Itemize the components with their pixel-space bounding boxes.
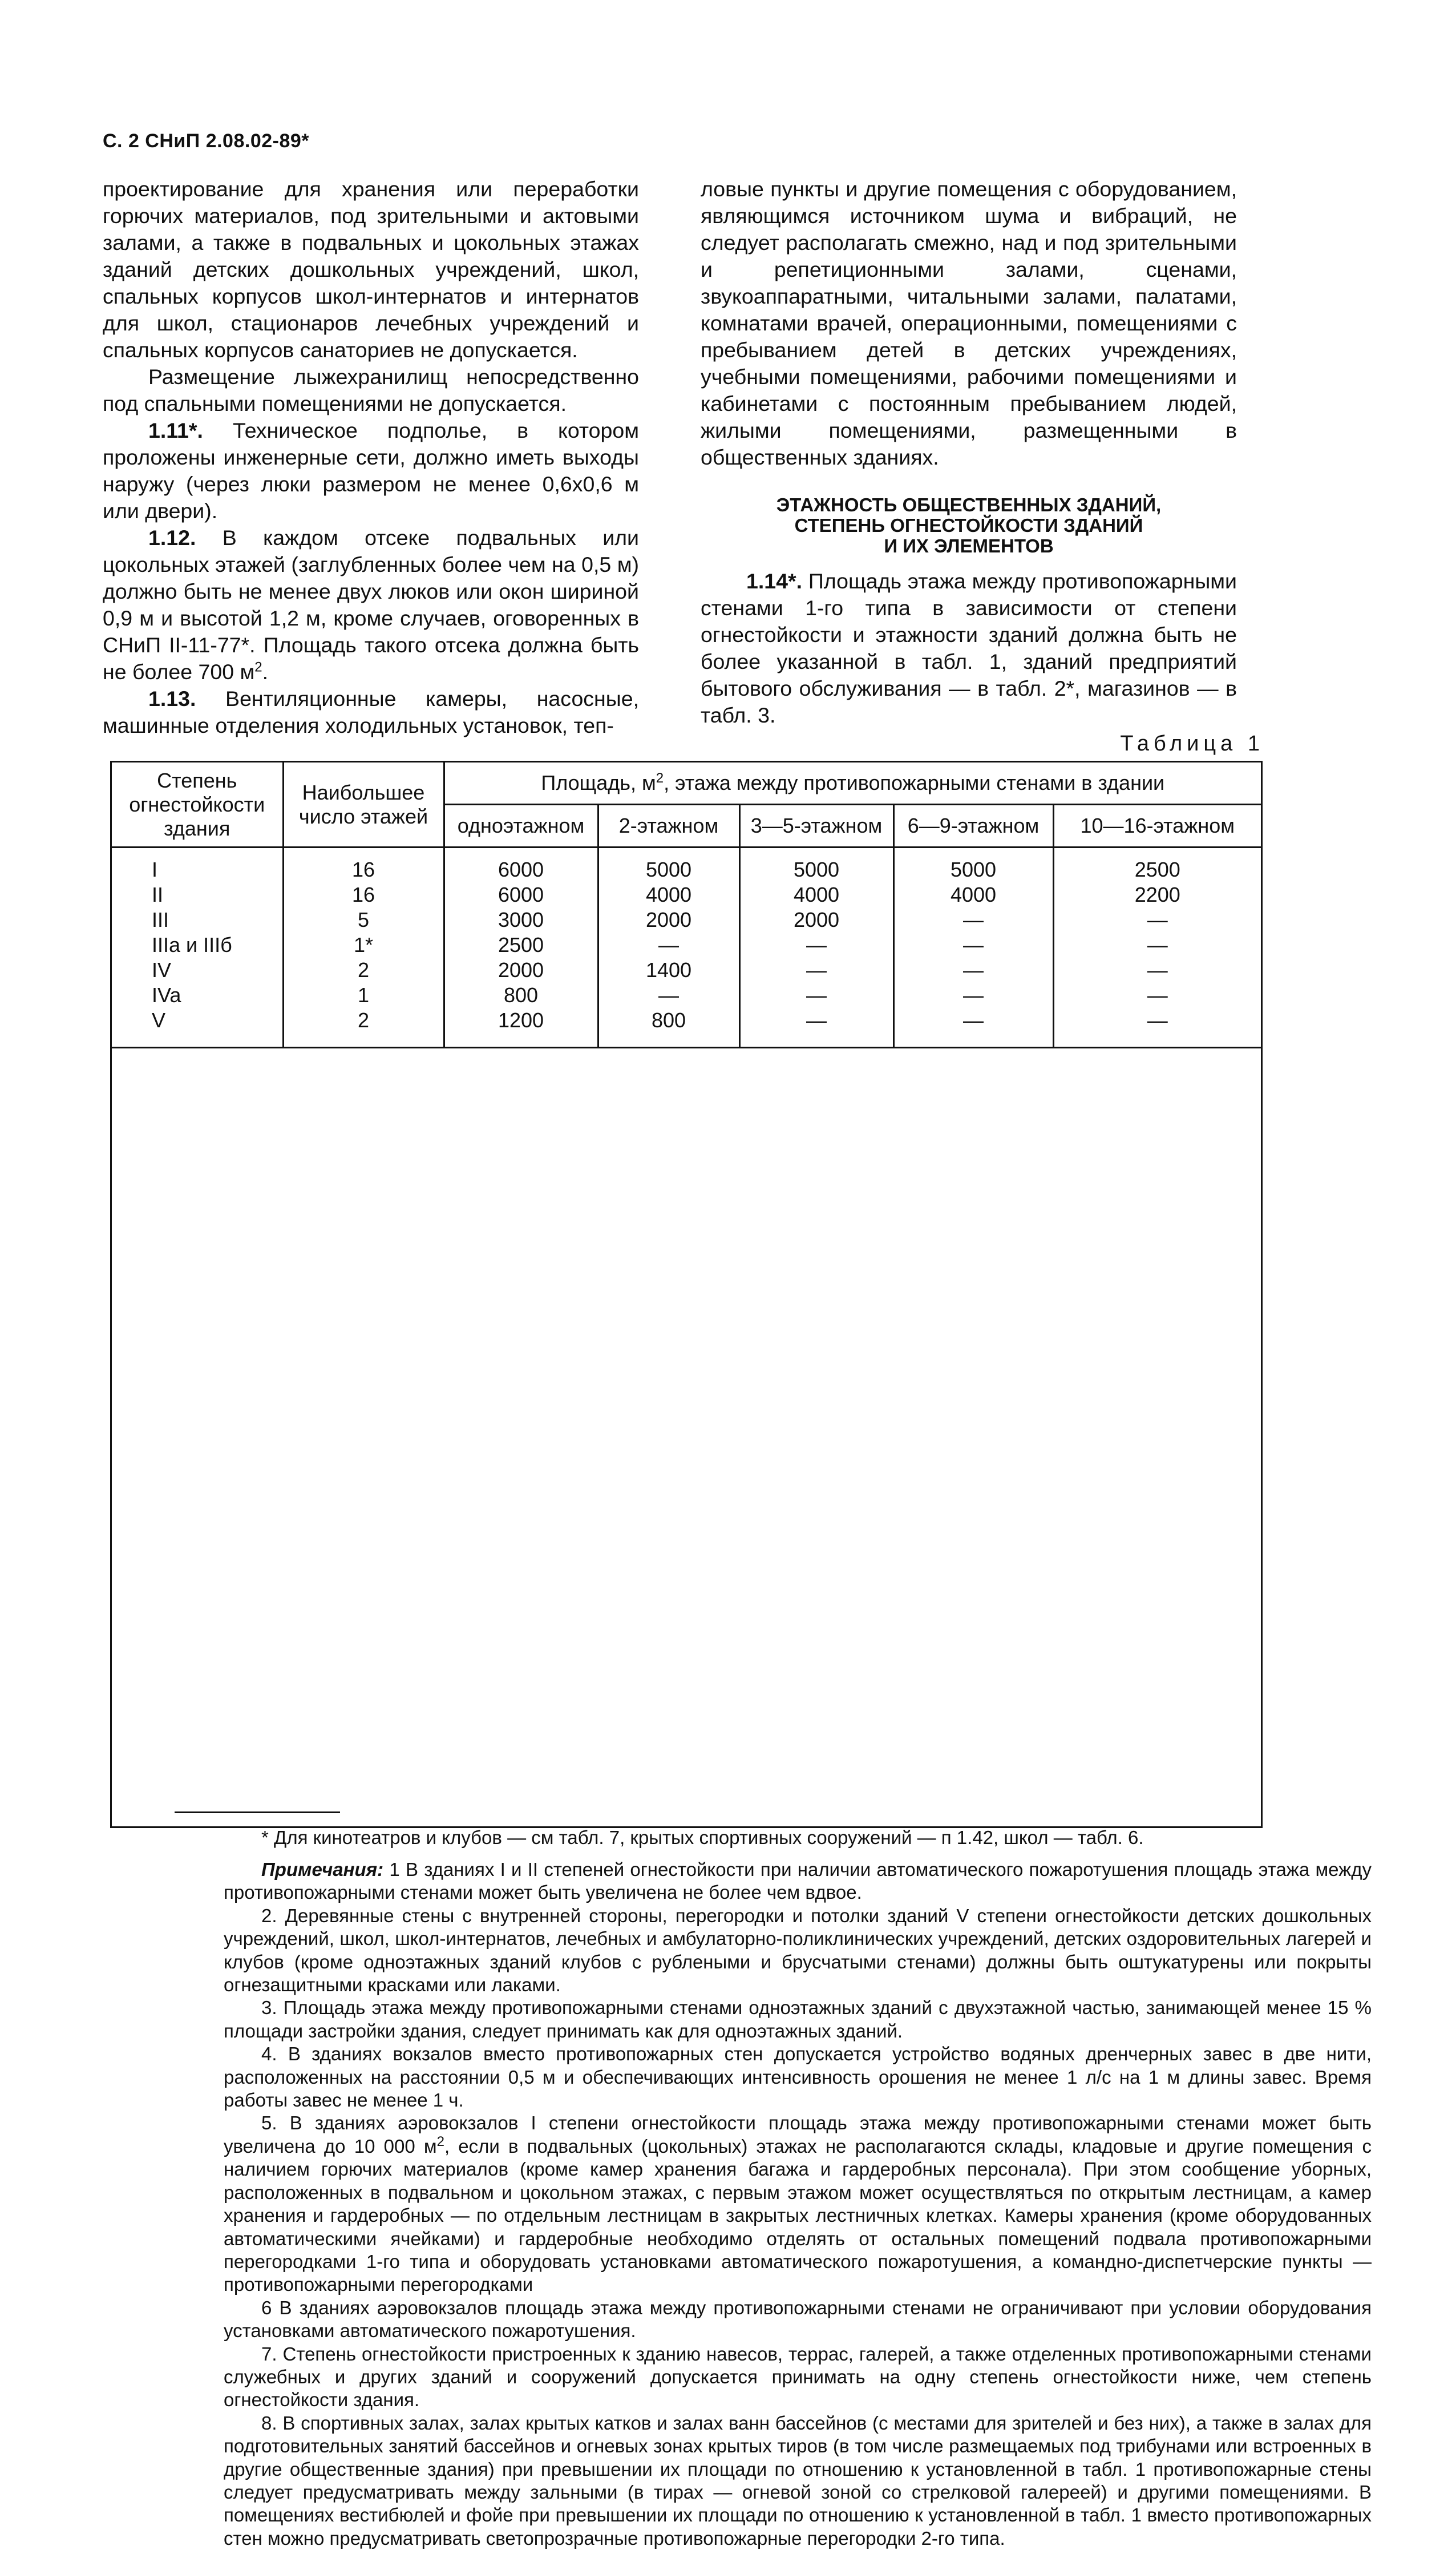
cell-area: —: [893, 1008, 1053, 1033]
clause-text-end: .: [262, 660, 269, 684]
cell-area: 4000: [893, 882, 1053, 907]
table-frame: [110, 761, 1372, 2549]
header-degree: Степень огнестойкости здания: [112, 762, 283, 848]
spacer-cell: [112, 1033, 283, 1048]
header-area: [444, 762, 1261, 805]
cell-floors: 1: [283, 983, 444, 1008]
cell-area: 4000: [739, 882, 893, 907]
cell-area: 5000: [893, 848, 1053, 883]
subheader-1-floor: одноэтажном: [444, 805, 598, 848]
cell-area: —: [893, 958, 1053, 983]
cell-floors: 2: [283, 1008, 444, 1033]
cell-area: 4000: [598, 882, 739, 907]
section-title-line: ЭТАЖНОСТЬ ОБЩЕСТВЕННЫХ ЗДАНИЙ,: [776, 494, 1162, 515]
section-title-line: И ИХ ЭЛЕМЕНТОВ: [884, 535, 1054, 556]
cell-degree: V: [152, 1008, 166, 1032]
cell-area: 2000: [598, 907, 739, 933]
note-text: 5. В зданиях аэровокзалов I степени огнестойкости площадь этажа между противопожарными стенами может быть увеличена до 10 000 м: [224, 2112, 1372, 2157]
cell-area: 800: [444, 983, 598, 1008]
clause-number: 1.13.: [148, 687, 196, 711]
note-2: 2. Деревянные стены с внутренней стороны, перегородки и потолки зданий V степени огнестойкости детских дошкольных учреждений, школ, школ-интернатов, лечебных и амбулаторно-поликлинических учреждений, детских оздоровительных лагерей и клубов (кроме одноэтажных зданий клубов с рублеными и брусчатыми стенами) должны быть оштукатурены или покрыты огнезащитными красками или лаками.: [224, 1905, 1372, 1996]
cell-floors: 16: [283, 882, 444, 907]
cell-degree: IV: [152, 958, 172, 982]
cell-area: 6000: [444, 882, 598, 907]
section-title: [701, 495, 1237, 556]
note-4: 4. В зданиях вокзалов вместо противопожарных стен допускается устройство водяных дренчерных завес в две нити, расположенных на расстоянии 0,5 м и обеспечивающих интенсивность орошения не менее 1 л/с на 1 м длины завес. Время работы завес не менее 1 ч.: [224, 2043, 1372, 2111]
clause-1-12: [103, 524, 639, 685]
superscript: 2: [254, 659, 262, 675]
clause-text: В каждом отсеке подвальных или цокольных этажей (заглубленных более чем на 0,5 м) должно быть не менее двух люков или окон шириной 0,9 м и высотой 1,2 м, кроме случаев, оговоренных в СНиП II-11-77*. Площадь такого отсека должна быть не более 700 м: [103, 526, 639, 684]
cell-area: 5000: [598, 848, 739, 883]
cell-floors: 2: [283, 958, 444, 983]
table-bottom-rule: [112, 1048, 1261, 1049]
cell-area: —: [739, 933, 893, 958]
cell-degree: II: [152, 883, 164, 906]
cell-degree: I: [152, 858, 158, 881]
cell-floors: 1*: [283, 933, 444, 958]
clause-1-11: [103, 417, 639, 524]
cell-floors: 5: [283, 907, 444, 933]
cell-floors: 16: [283, 848, 444, 883]
table-caption: Таблица 1: [1120, 732, 1264, 756]
notes-label: Примечания:: [261, 1859, 384, 1880]
header-area-text: Площадь, м: [541, 771, 656, 794]
clause-text: Вентиляционные камеры, насосные, машинные отделения холодильных установок, теп-: [103, 687, 639, 737]
clause-number: 1.12.: [148, 526, 196, 550]
cell-area: —: [1053, 907, 1261, 933]
cell-area: 6000: [444, 848, 598, 883]
table-row: [112, 983, 1261, 1008]
cell-area: 5000: [739, 848, 893, 883]
paragraph: проектирование для хранения или переработки горючих материалов, под зрительными и актовыми залами, а также в подвальных и цокольных этажах зданий детских дошкольных учреждений, школ, спальных корпусов школ-интернатов и интернатов для школ, стационаров лечебных учреждений и спальных корпусов санаториев не допускается.: [103, 177, 639, 362]
cell-area: 2200: [1053, 882, 1261, 907]
subheader-2-floors: 2-этажном: [598, 805, 739, 848]
paragraph: ловые пункты и другие помещения с оборудованием, являющимся источником шума и вибраций, не следует располагать смежно, над и под зрительными и репетиционными залами, сценами, звукоаппаратными, читальными залами, палатами, комнатами врачей, операционными, помещениями с пребыванием детей в детских учреждениях, учебными помещениями, рабочими помещениями и кабинетами с постоянным пребыванием людей, жилыми помещениями, размещенными в общественных зданиях.: [701, 177, 1237, 469]
cell-area: —: [1053, 958, 1261, 983]
table-row: [112, 958, 1261, 983]
table-spacer-row: [112, 1033, 1261, 1048]
cell-area: —: [739, 983, 893, 1008]
section-title-line: СТЕПЕНЬ ОГНЕСТОЙКОСТИ ЗДАНИЙ: [794, 515, 1143, 536]
cell-area: —: [739, 1008, 893, 1033]
clause-1-14: [701, 568, 1237, 729]
cell-area: —: [893, 933, 1053, 958]
subheader-10-16-floors: 10—16-этажном: [1053, 805, 1261, 848]
cell-area: 2500: [444, 933, 598, 958]
cell-area: —: [893, 907, 1053, 933]
cell-area: —: [893, 983, 1053, 1008]
running-head: С. 2 СНиП 2.08.02-89*: [103, 130, 310, 152]
note-5: [224, 2112, 1372, 2296]
cell-area: 2000: [444, 958, 598, 983]
table-bottom-border: [112, 1048, 1261, 1049]
note-text: 1 В зданиях I и II степеней огнестойкости при наличии автоматического пожаротушения площадь этажа между противопожарными стенами может быть увеличена не более чем вдвое.: [224, 1859, 1372, 1903]
note-3: 3. Площадь этажа между противопожарными стенами одноэтажных зданий с двухэтажной частью, занимающей менее 15 % площади застройки здания, следует принимать как для одноэтажных зданий.: [224, 1997, 1372, 2041]
clause-number: 1.11*.: [148, 418, 203, 442]
subheader-6-9-floors: 6—9-этажном: [893, 805, 1053, 848]
cell-area: —: [739, 958, 893, 983]
superscript: 2: [656, 770, 664, 786]
note-8: 8. В спортивных залах, залах крытых катков и залах ванн бассейнов (с местами для зрителей и без них), а также в залах для подготовительных занятий бассейнов и огневых зонах крытых тиров (в том числе размещаемых под трибунами или встроенных в другие общественные здания) при превышении их площади по отношению к установленной в табл. 1 противопожарные стены следует предусматривать между зальными (в тирах — огневой зоной со стрелковой галереей) и другими помещениями. В помещениях вестибюлей и фойе при превышении их площади по отношению к установленной в табл. 1 вместо противопожарных стен можно предусматривать светопрозрачные противопожарные перегородки 2-го типа.: [224, 2412, 1372, 2549]
table-row: [112, 933, 1261, 958]
right-column: [701, 176, 1237, 729]
spacer-cell: [283, 1033, 444, 1048]
header-area-text-rest: , этажа между противопожарными стенами в здании: [664, 771, 1165, 794]
table-row: [112, 848, 1261, 883]
cell-degree: IIIa и IIIб: [152, 933, 232, 957]
spacer-cell: [598, 1033, 739, 1048]
cell-area: 3000: [444, 907, 598, 933]
spacer-cell: [1053, 1033, 1261, 1048]
header-floors: Наибольшее число этажей: [283, 762, 444, 848]
cell-area: 1400: [598, 958, 739, 983]
cell-area: 800: [598, 1008, 739, 1033]
clause-number: 1.14*.: [746, 569, 802, 593]
clause-text: Площадь этажа между противопожарными стенами 1-го типа в зависимости от степени огнестойкости и этажности зданий должна быть не более указанной в табл. 1, зданий предприятий бытового обслуживания — в табл. 2*, магазинов — в табл. 3.: [701, 569, 1237, 727]
clause-1-13: [103, 685, 639, 739]
note-6: 6 В зданиях аэровокзалов площадь этажа между противопожарными стенами не ограничивают при условии оборудования установками автоматического пожаротушения.: [224, 2297, 1372, 2342]
cell-area: —: [1053, 1008, 1261, 1033]
superscript: 2: [436, 2133, 444, 2149]
cell-area: —: [598, 983, 739, 1008]
table-row: [112, 882, 1261, 907]
notes-block: [224, 1858, 1372, 2550]
spacer-cell: [444, 1033, 598, 1048]
subheader-3-5-floors: 3—5-этажном: [739, 805, 893, 848]
note-text-rest: , если в подвальных (цокольных) этажах не располагаются склады, кладовые и другие помещения с наличием горючих материалов (кроме камер хранения багажа и гардеробных персонала). При этом сообщение уборных, расположенных в подвальном и цокольном этажах, с первым этажом может осуществляться по открытым лестницам, а камер хранения и гардеробных — по отдельным лестницам в закрытых лестничных клетках. Камеры хранения (кроме оборудованных автоматическими ячейками) и гардеробные необходимо отделять от остальных помещений подвала противопожарными перегородками 1-го типа и оборудовать установками автоматического пожаротушения, а командно-диспетчерские пункты — противопожарными перегородками: [224, 2135, 1372, 2295]
spacer-cell: [739, 1033, 893, 1048]
cell-area: 1200: [444, 1008, 598, 1033]
cell-area: —: [598, 933, 739, 958]
cell-area: 2000: [739, 907, 893, 933]
cell-area: —: [1053, 933, 1261, 958]
cell-area: —: [1053, 983, 1261, 1008]
cell-area: 2500: [1053, 848, 1261, 883]
footnote-rule: [175, 1811, 340, 1813]
note-7: 7. Степень огнестойкости пристроенных к зданию навесов, террас, галерей, а также отделенных противопожарными стенами служебных и других зданий и сооружений допускается принимать на одну степень огнестойкости ниже, чем степень огнестойкости здания.: [224, 2343, 1372, 2411]
table-body: [112, 848, 1261, 1049]
table-row: [112, 1008, 1261, 1033]
paragraph: Размещение лыжехранилищ непосредственно под спальными помещениями не допускается.: [103, 365, 639, 415]
spacer-cell: [893, 1033, 1053, 1048]
clause-text: Техническое подполье, в котором проложены инженерные сети, должно иметь выходы наружу (через люки размером не менее 0,6х0,6 м или двери).: [103, 418, 639, 523]
table-row: [112, 907, 1261, 933]
cell-degree: IVa: [152, 983, 181, 1007]
note-1: [224, 1858, 1372, 1905]
fire-area-table: [112, 762, 1261, 1048]
left-column: [103, 176, 639, 739]
cell-degree: III: [152, 908, 169, 931]
table-footnote: * Для кинотеатров и клубов — см табл. 7, крытых спортивных сооружений — п 1.42, школ — табл. 6.: [261, 1827, 1144, 1848]
